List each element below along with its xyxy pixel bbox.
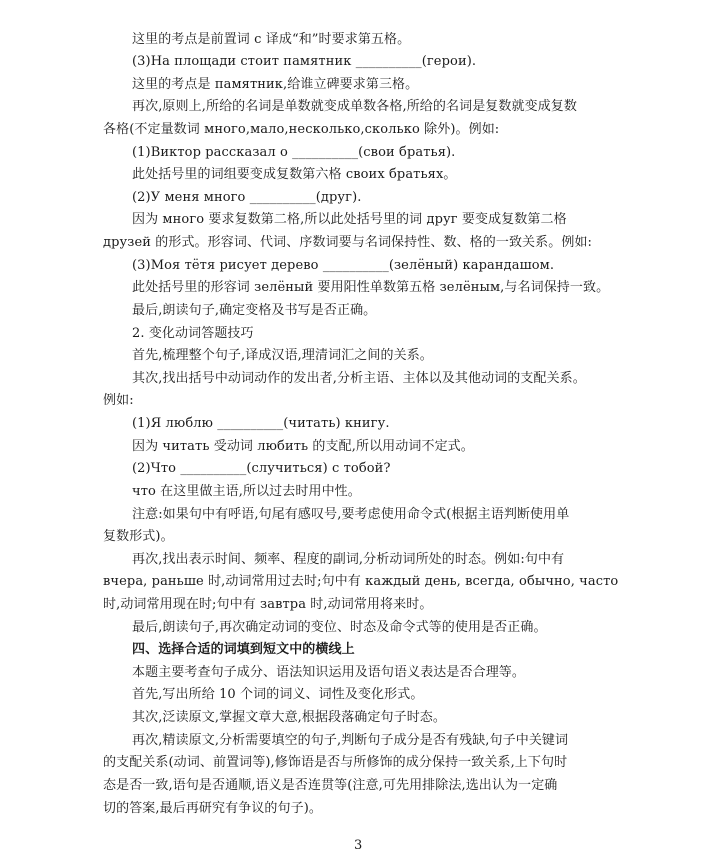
paragraph-line: 的支配关系(动词、前置词等),修饰语是否与所修饰的成分保持一致关系,上下句时 bbox=[103, 755, 568, 770]
section-subtitle: 2. 变化动词答题技巧 bbox=[132, 326, 254, 341]
text-line: 最后,朗读句子,再次确定动词的变位、时态及命令式等的使用是否正确。 bbox=[132, 620, 547, 635]
example-sentence: (3)Моя тётя рисует дерево __________(зелёный) карандашом. bbox=[132, 258, 555, 273]
paragraph-line: 态是否一致,语句是否通顺,语义是否连贯等(注意,可先用排除法,选出认为一定确 bbox=[103, 778, 558, 793]
example-sentence: (1)Виктор рассказал о __________(свои братья). bbox=[132, 145, 456, 160]
text-line: 此处括号里的词组要变成复数第六格 своих братьях。 bbox=[132, 167, 457, 182]
paragraph-line: 各格(不定量数词 много,мало,несколько,сколько 除外)。例如: bbox=[103, 122, 500, 137]
paragraph-line: 切的答案,最后再研究有争议的句子)。 bbox=[103, 801, 323, 816]
paragraph-line: 时,动词常用现在时;句中有 завтра 时,动词常用将来时。 bbox=[103, 597, 433, 612]
paragraph-line: 其次,找出括号中动词动作的发出者,分析主语、主体以及其他动词的支配关系。 bbox=[132, 371, 586, 386]
example-sentence: (2)Что __________(случиться) с тобой? bbox=[132, 461, 391, 476]
text-line: 首先,写出所给 10 个词的词义、词性及变化形式。 bbox=[132, 687, 424, 702]
page-number: 3 bbox=[354, 838, 363, 853]
paragraph-line: друзей 的形式。形容词、代词、序数词要与名词保持性、数、格的一致关系。例如: bbox=[103, 235, 593, 250]
example-sentence: (2)У меня много __________(друг). bbox=[132, 190, 362, 205]
text-line: 本题主要考查句子成分、语法知识运用及语句语义表达是否合理等。 bbox=[132, 665, 526, 680]
text-line: что 在这里做主语,所以过去时用中性。 bbox=[132, 484, 361, 499]
text-line: 此处括号里的形容词 зелёный 要用阳性单数第五格 зелёным,与名词保持一致。 bbox=[132, 280, 610, 295]
paragraph-line: 注意:如果句中有呼语,句尾有感叹号,要考虑使用命令式(根据主语判断使用单 bbox=[132, 507, 570, 522]
paragraph-line: 复数形式)。 bbox=[103, 529, 174, 544]
text-line: 这里的考点是前置词 с 译成“和”时要求第五格。 bbox=[132, 32, 411, 47]
paragraph-line: 再次,原则上,所给的名词是单数就变成单数各格,所给的名词是复数就变成复数 bbox=[132, 99, 577, 114]
paragraph-line: 再次,找出表示时间、频率、程度的副词,分析动词所处的时态。例如:句中有 bbox=[132, 552, 565, 567]
paragraph-line: 再次,精读原文,分析需要填空的句子,判断句子成分是否有残缺,句子中关键词 bbox=[132, 733, 569, 748]
paragraph-line: вчера, раньше 时,动词常用过去时;句中有 каждый день, всегда, обычно, часто bbox=[103, 574, 619, 589]
text-line: 因为 читать 受动词 любить 的支配,所以用动词不定式。 bbox=[132, 439, 474, 454]
paragraph-line: 因为 много 要求复数第二格,所以此处括号里的词 друг 要变成复数第二格 bbox=[132, 212, 567, 227]
section-heading: 四、选择合适的词填到短文中的横线上 bbox=[132, 642, 355, 657]
text-line: 这里的考点是 памятник,给谁立碑要求第三格。 bbox=[132, 77, 419, 92]
text-line: 其次,泛读原文,掌握文章大意,根据段落确定句子时态。 bbox=[132, 710, 446, 725]
example-sentence: (1)Я люблю __________(читать) книгу. bbox=[132, 416, 390, 431]
text-line: 最后,朗读句子,确定变格及书写是否正确。 bbox=[132, 303, 377, 318]
paragraph-line: 例如: bbox=[103, 393, 134, 408]
example-sentence: (3)На площади стоит памятник __________(герои). bbox=[132, 54, 477, 69]
text-line: 首先,梳理整个句子,译成汉语,理清词汇之间的关系。 bbox=[132, 348, 433, 363]
